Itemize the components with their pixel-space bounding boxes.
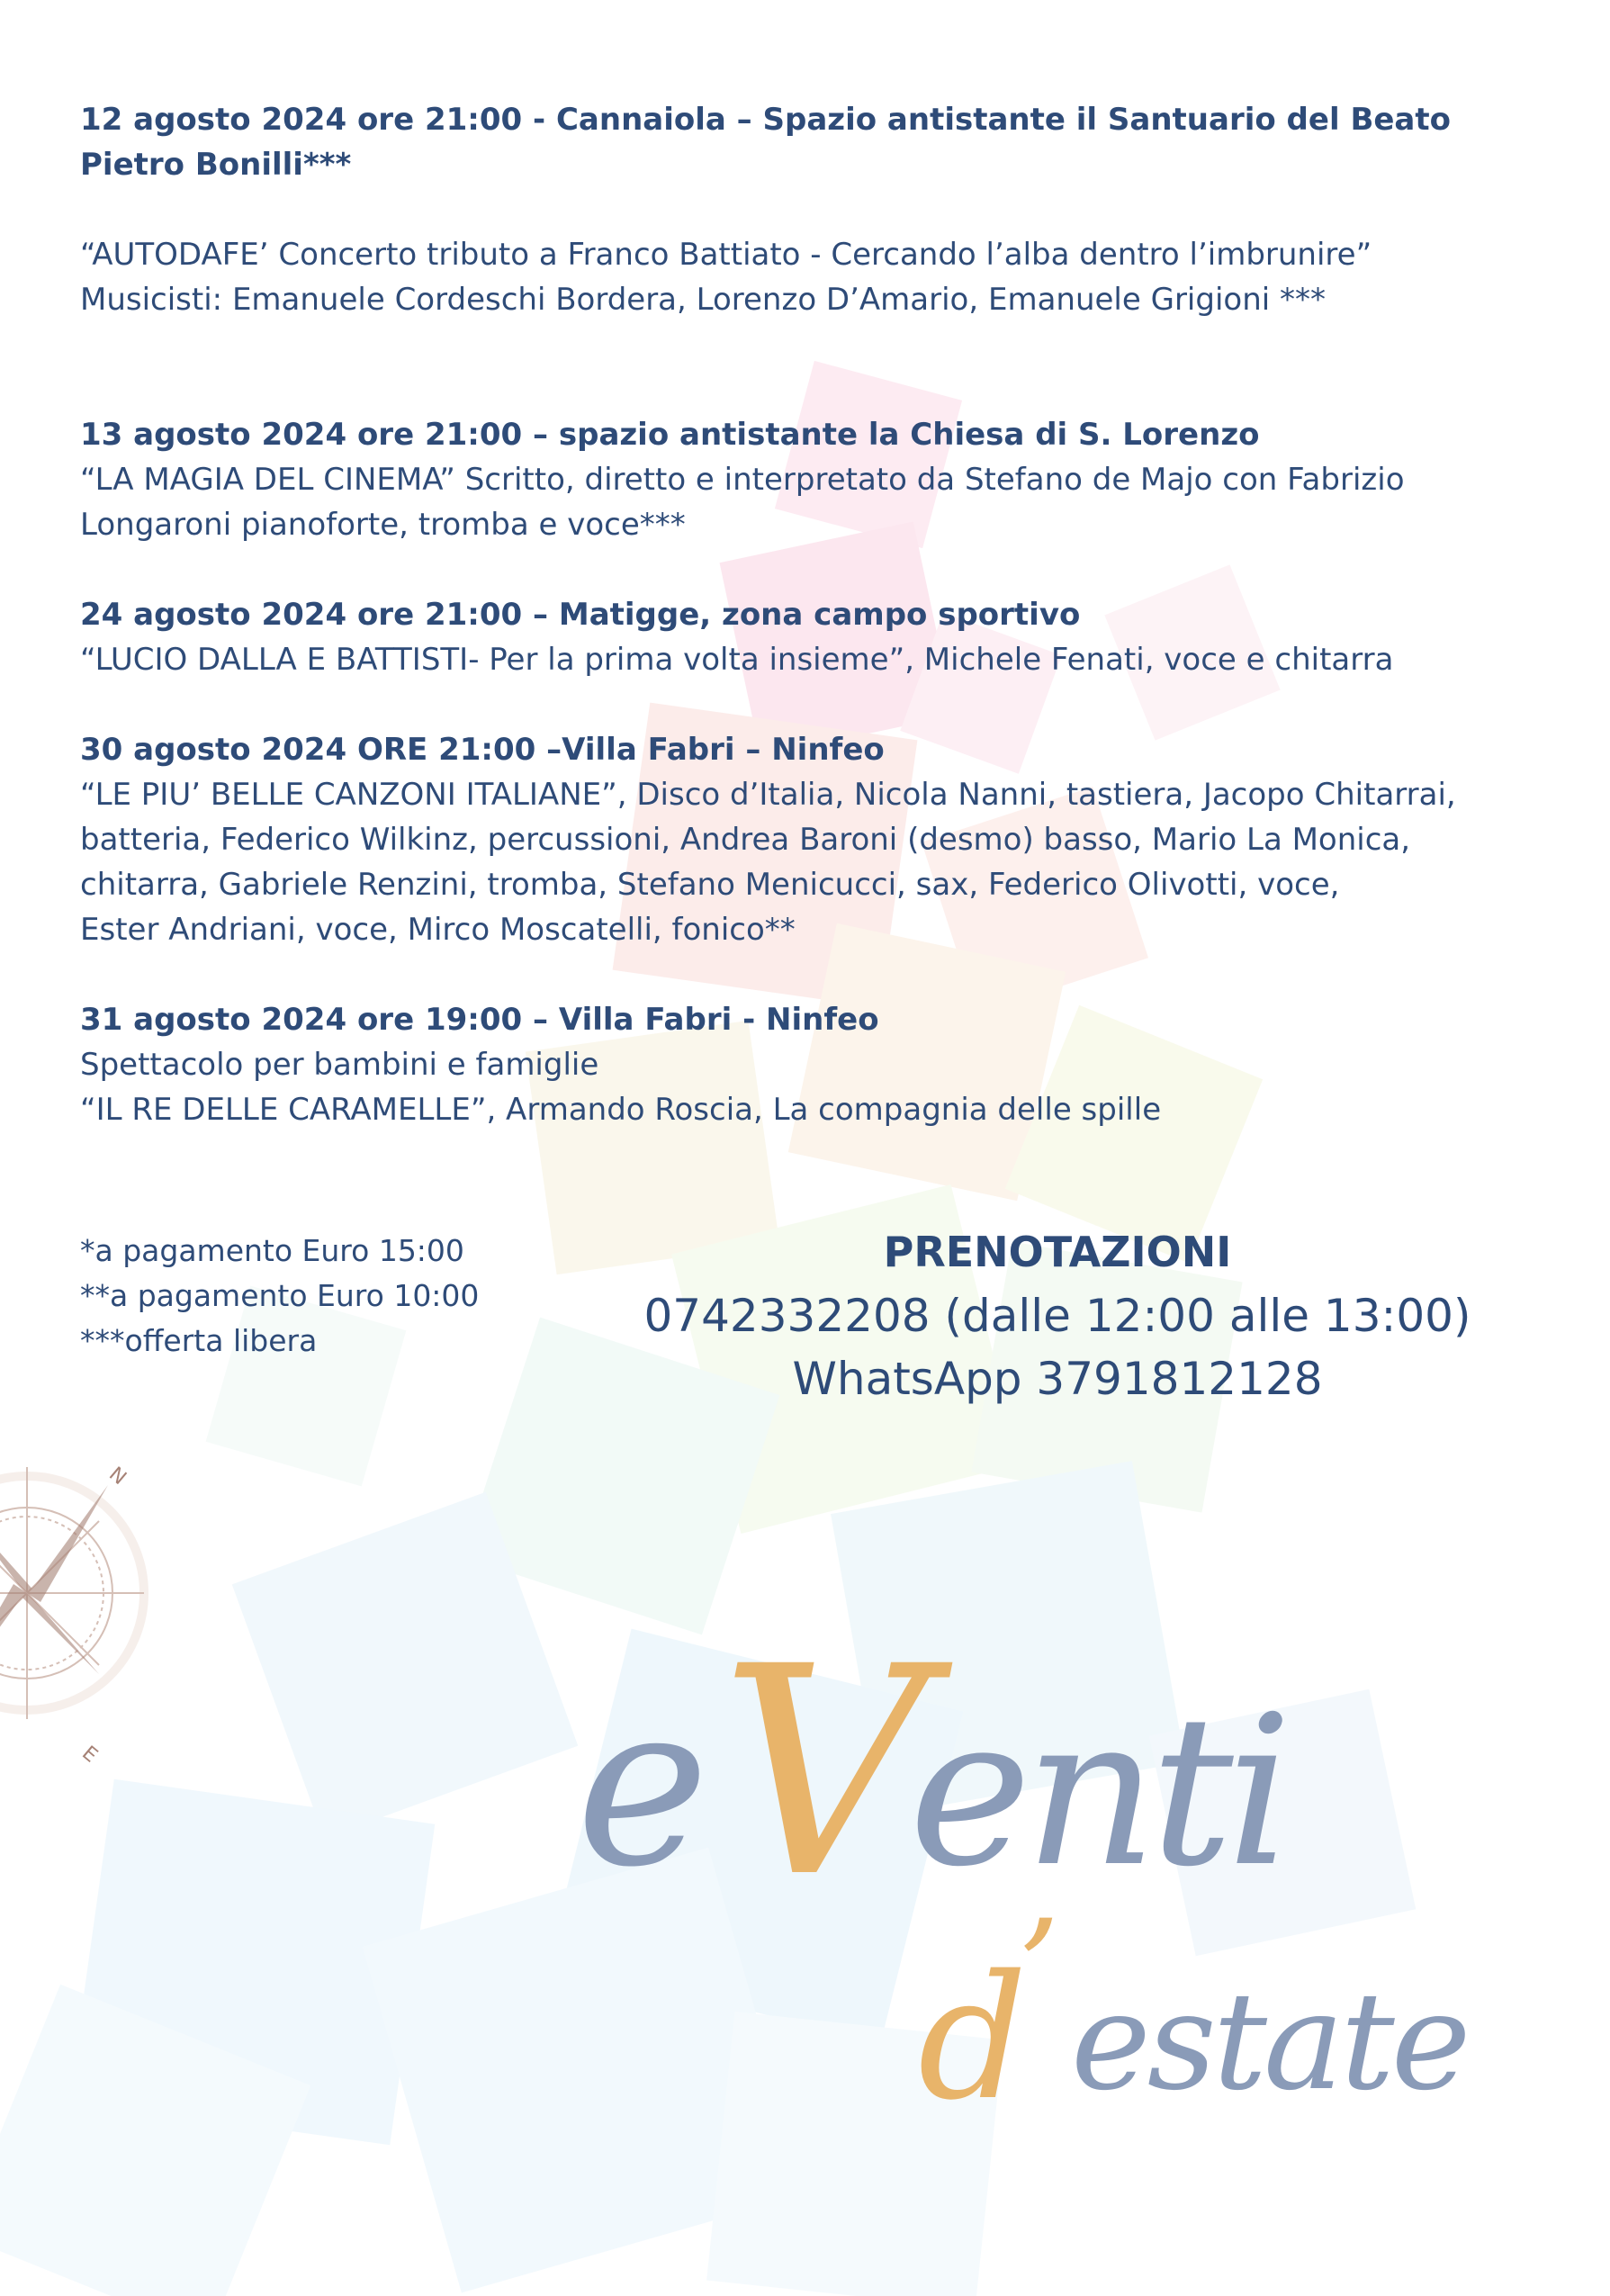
event-header: 12 agosto 2024 ore 21:00 - Cannaiola – Spazio antistante il Santuario del Beato: [80, 102, 1451, 138]
event-description-line: Musicisti: Emanuele Cordeschi Bordera, Lorenzo D’Amario, Emanuele Grigioni ***: [80, 282, 1327, 318]
booking-title: PRENOTAZIONI: [883, 1228, 1232, 1276]
event-item: [80, 592, 1538, 682]
price-note: **a pagamento Euro 10:00: [80, 1278, 480, 1313]
event-description-line: Spettacolo per bambini e famiglie: [80, 1047, 599, 1083]
event-description-line: Longaroni pianoforte, tromba e voce***: [80, 507, 686, 543]
event-description-line: “LA MAGIA DEL CINEMA” Scritto, diretto e interpretato da Stefano de Majo con Fabrizio: [80, 462, 1405, 498]
compass-letter-n: N: [104, 1463, 130, 1490]
event-description-line: chitarra, Gabriele Renzini, tromba, Stefano Menicucci, sax, Federico Olivotti, voce,: [80, 867, 1340, 903]
logo-letter-e: e: [576, 1654, 709, 1916]
event-description-line: batteria, Federico Wilkinz, percussioni, Andrea Baroni (desmo) basso, Mario La Monica,: [80, 822, 1411, 858]
price-notes: [80, 1229, 479, 1364]
event-item: [80, 727, 1538, 952]
eventi-destate-logo: [567, 1593, 1539, 2133]
logo-word-estate: estate: [1071, 1964, 1468, 2120]
booking-info: [630, 1220, 1485, 1410]
event-description-line: “LUCIO DALLA E BATTISTI- Per la prima volta insieme”, Michele Fenati, voce e chitarra: [80, 642, 1394, 678]
event-header-continued: Pietro Bonilli***: [80, 147, 352, 183]
event-description-line: “AUTODAFE’ Concerto tributo a Franco Battiato - Cercando l’alba dentro l’imbrunire”: [80, 237, 1372, 273]
booking-whatsapp: WhatsApp 3791812128: [792, 1353, 1323, 1405]
logo-word-enti: enti: [909, 1672, 1286, 1913]
price-note: ***offerta libera: [80, 1323, 318, 1358]
logo-letter-d: d: [918, 1939, 1028, 2133]
event-header: 24 agosto 2024 ore 21:00 – Matigge, zona campo sportivo: [80, 597, 1081, 633]
event-item: [80, 997, 1538, 1132]
event-header: 30 agosto 2024 ORE 21:00 –Villa Fabri – Ninfeo: [80, 732, 885, 768]
price-note: *a pagamento Euro 15:00: [80, 1233, 464, 1268]
event-description-line: Ester Andriani, voce, Mirco Moscatelli, fonico**: [80, 912, 796, 948]
booking-phone: 0742332208 (dalle 12:00 alle 13:00): [643, 1290, 1471, 1342]
event-item: [80, 412, 1538, 547]
event-description-line: “LE PIU’ BELLE CANZONI ITALIANE”, Disco d’Italia, Nicola Nanni, tastiera, Jacopo Chitarrai,: [80, 777, 1456, 813]
compass-rose-decoration: [0, 1413, 180, 1809]
event-header: 31 agosto 2024 ore 19:00 – Villa Fabri - Ninfeo: [80, 1002, 879, 1038]
event-header: 13 agosto 2024 ore 21:00 – spazio antistante la Chiesa di S. Lorenzo: [80, 417, 1260, 453]
event-item: [80, 97, 1538, 322]
compass-letter-e: E: [77, 1742, 102, 1768]
logo-apostrophe: ’: [1017, 1892, 1060, 2048]
event-description-line: “IL RE DELLE CARAMELLE”, Armando Roscia, La compagnia delle spille: [80, 1092, 1162, 1128]
logo-letter-v: V: [720, 1606, 929, 1940]
